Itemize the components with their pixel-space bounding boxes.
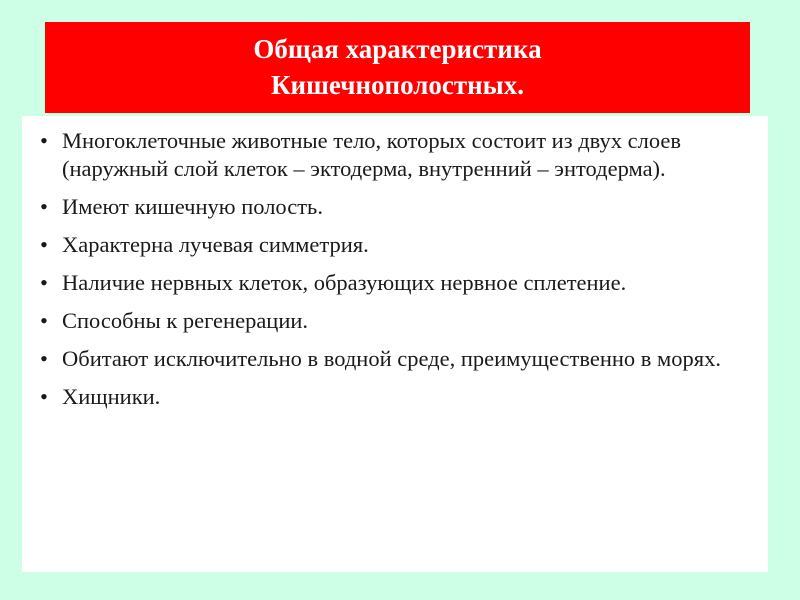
bullet-text: Наличие нервных клеток, образующих нервное сплетение. — [62, 270, 627, 295]
bullet-text: Способны к регенерации. — [62, 308, 309, 333]
bullet-dot-icon: • — [40, 128, 48, 153]
bullet-text: Обитают исключительно в водной среде, преимущественно в морях. — [62, 346, 722, 371]
bullet-dot-icon: • — [40, 194, 48, 219]
bullet-item-5 — [40, 307, 750, 335]
bullet-list — [40, 127, 750, 411]
bullet-dot-icon: • — [40, 270, 48, 295]
bullet-dot-icon: • — [40, 232, 48, 257]
bullet-text: Хищники. — [62, 384, 161, 409]
bullet-dot-icon: • — [40, 346, 48, 371]
bullet-dot-icon: • — [40, 308, 48, 333]
bullet-item-6 — [40, 345, 750, 373]
slide-title-banner — [45, 22, 750, 113]
bullet-dot-icon: • — [40, 384, 48, 409]
bullet-item-4 — [40, 269, 750, 297]
slide-content-panel — [22, 116, 768, 572]
bullet-text: Характерна лучевая симметрия. — [62, 232, 369, 257]
bullet-item-7 — [40, 383, 750, 411]
bullet-text: Имеют кишечную полость. — [62, 194, 323, 219]
bullet-item-1 — [40, 127, 750, 183]
bullet-text: Многоклеточные животные тело, которых состоит из двух слоев (наружный слой клеток – эктодерма, внутренний – энтодерма). — [62, 128, 681, 181]
slide-title-line-2: Кишечнополостных. — [270, 69, 524, 100]
bullet-item-2 — [40, 193, 750, 221]
bullet-item-3 — [40, 231, 750, 259]
slide-title-line-1: Общая характеристика — [253, 33, 542, 64]
